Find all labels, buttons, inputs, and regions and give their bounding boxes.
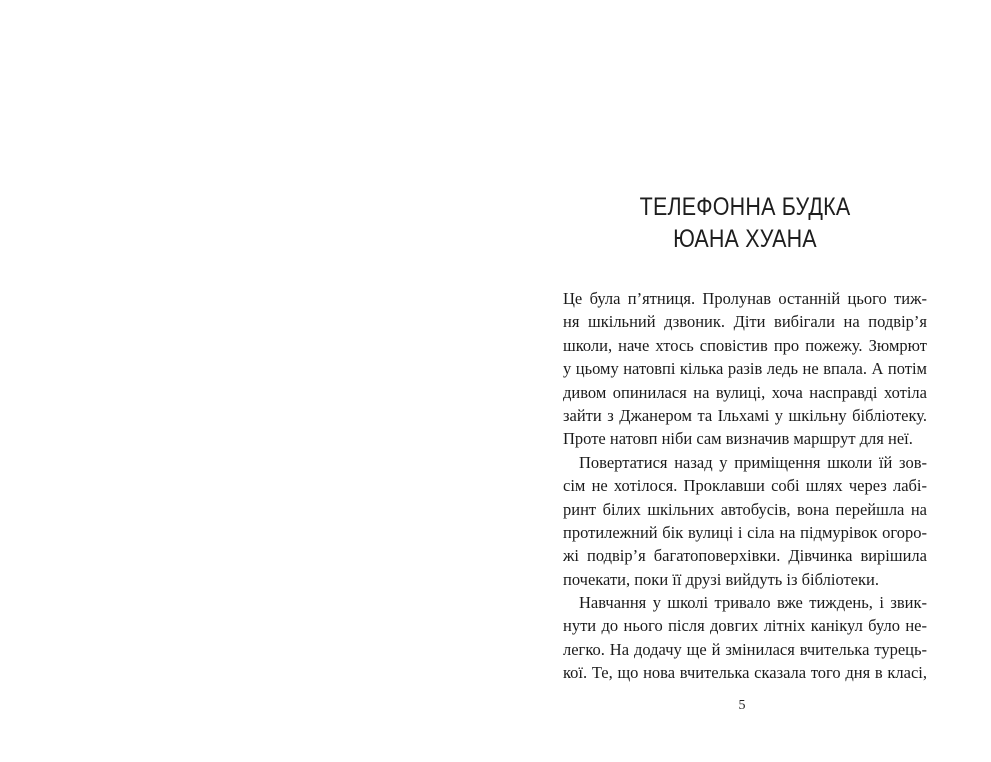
text-line: кої. Те, що нова вчителька сказала того дня в класі, xyxy=(563,663,927,683)
page-number: 5 xyxy=(738,698,746,713)
text-line: Повертатися назад у приміщення школи їй зов- xyxy=(579,452,927,472)
paragraph-3 xyxy=(563,591,927,685)
text-line: протилежний бік вулиці і сіла на підмурівок огоро- xyxy=(563,522,927,542)
text-line: ня шкільний дзвоник. Діти вибігали на подвір’я xyxy=(563,312,927,332)
text-line: зайти з Джанером та Ільхамі у шкільну бібліотеку. xyxy=(563,405,927,425)
paragraph-2 xyxy=(563,451,927,591)
text-line: у цьому натовпі кілька разів ледь не впала. А потім xyxy=(563,359,927,379)
text-line: жі подвір’я багатоповерхівки. Дівчинка вирішила xyxy=(563,546,927,566)
text-line: Це була п’ятниця. Пролунав останній цього тиж- xyxy=(563,289,927,308)
body-text xyxy=(563,287,927,685)
text-line: нути до нього після довгих літніх канікул було не- xyxy=(563,616,927,636)
chapter-title xyxy=(588,191,901,255)
text-line: почекати, поки її друзі вийдуть із бібліотеки. xyxy=(563,569,879,589)
paragraph-1 xyxy=(563,287,927,451)
text-line: школи, наче хтось сповістив про пожежу. Зюмрют xyxy=(563,335,927,355)
chapter-title-line-2: ЮАНА ХУАНА xyxy=(673,225,817,253)
text-line: сім не хотілося. Проклавши собі шлях через лабі- xyxy=(563,476,927,496)
text-line: Проте натовп ніби сам визначив маршрут для неї. xyxy=(563,429,913,449)
text-line: дивом опинилася на вулиці, хоча насправді хотіла xyxy=(563,382,927,402)
text-line: Навчання у школі тривало вже тиждень, і звик- xyxy=(579,593,927,613)
chapter-title-line-1: ТЕЛЕФОННА БУДКА xyxy=(639,193,851,221)
left-page-blank xyxy=(0,0,495,762)
text-line: легко. На додачу ще й змінилася вчителька турець- xyxy=(563,639,927,659)
text-line: ринт білих шкільних автобусів, вона перейшла на xyxy=(563,499,927,519)
